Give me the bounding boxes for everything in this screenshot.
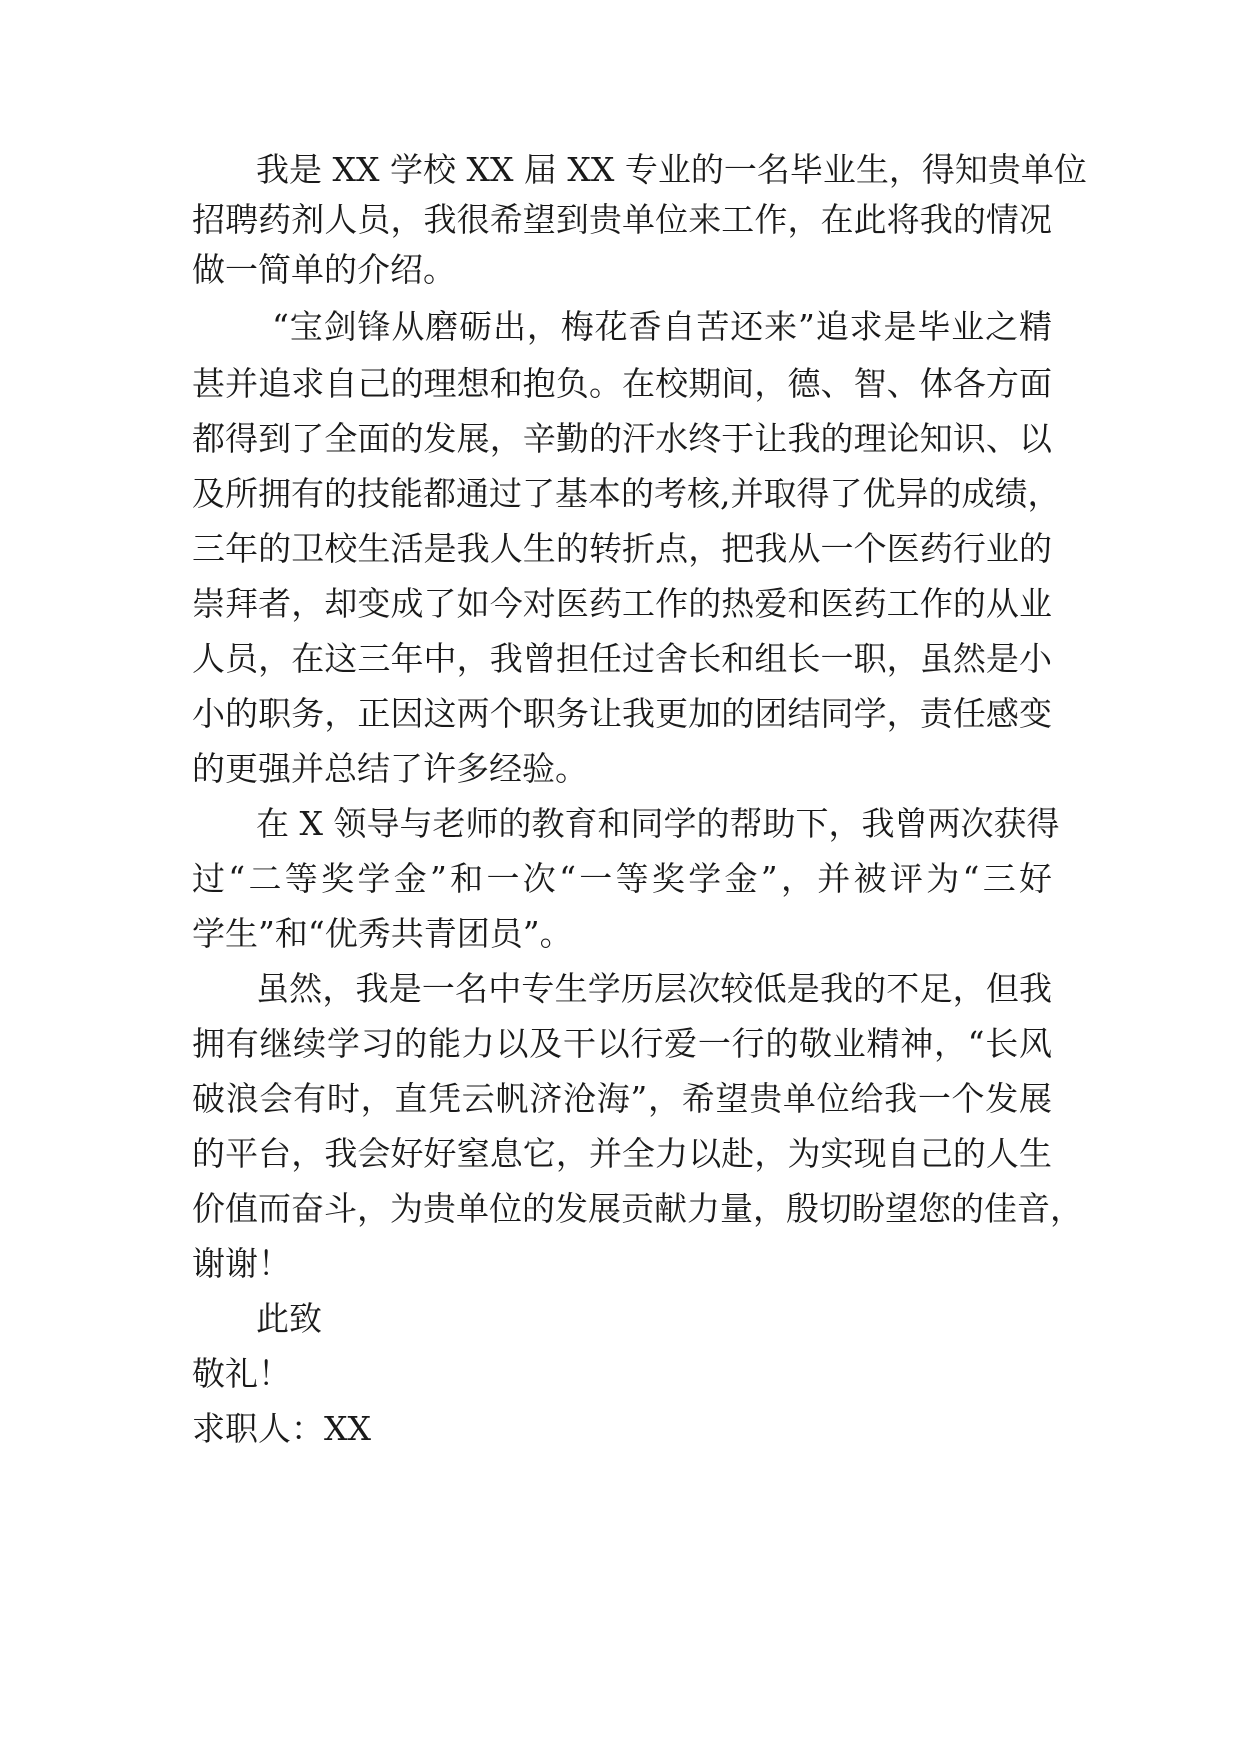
paragraph-3-line-2: 过“二等奖学金”和一次“一等奖学金”，并被评为“三好 (192, 859, 1052, 898)
paragraph-2-line-4: 及所拥有的技能都通过了基本的考核,并取得了优异的成绩， (192, 474, 1061, 513)
paragraph-4-line-3: 破浪会有时，直凭云帆济沧海”，希望贵单位给我一个发展 (192, 1079, 1052, 1118)
paragraph-1-line-1: 我是 XX 学校 XX 届 XX 专业的一名毕业生，得知贵单位 (256, 150, 1087, 189)
paragraph-2-line-6: 崇拜者，却变成了如今对医药工作的热爱和医药工作的从业 (192, 584, 1052, 623)
paragraph-4-line-1: 虽然，我是一名中专生学历层次较低是我的不足，但我 (256, 969, 1052, 1008)
paragraph-2-line-5: 三年的卫校生活是我人生的转折点，把我从一个医药行业的 (192, 529, 1052, 568)
paragraph-4-line-2: 拥有继续学习的能力以及干以行爱一行的敬业精神，“长风 (192, 1024, 1052, 1063)
paragraph-2-line-2: 甚并追求自己的理想和抱负。在校期间，德、智、体各方面 (192, 364, 1052, 403)
paragraph-4-line-5: 价值而奋斗，为贵单位的发展贡献力量，殷切盼望您的佳音， (192, 1189, 1083, 1228)
closing-phrase: 此致 (256, 1299, 322, 1338)
paragraph-2-line-1: “宝剑锋从磨砺出，梅花香自苦还来”追求是毕业之精 (272, 307, 1052, 346)
paragraph-4-line-4: 的平台，我会好好窒息它，并全力以赴，为实现自己的人生 (192, 1134, 1052, 1173)
salutation: 敬礼！ (192, 1354, 291, 1393)
paragraph-2-line-8: 小的职务，正因这两个职务让我更加的团结同学，责任感变 (192, 694, 1052, 733)
paragraph-1-line-2: 招聘药剂人员，我很希望到贵单位来工作，在此将我的情况 (192, 200, 1052, 239)
paragraph-2-line-7: 人员，在这三年中，我曾担任过舍长和组长一职，虽然是小 (192, 639, 1052, 678)
paragraph-2-line-3: 都得到了全面的发展，辛勤的汗水终于让我的理论知识、以 (192, 419, 1052, 458)
paragraph-2-line-9: 的更强并总结了许多经验。 (192, 749, 588, 788)
paragraph-1-line-3: 做一简单的介绍。 (192, 250, 456, 289)
signature: 求职人：XX (192, 1409, 371, 1448)
paragraph-3-line-1: 在 X 领导与老师的教育和同学的帮助下，我曾两次获得 (256, 804, 1060, 843)
paragraph-3-line-3: 学生”和“优秀共青团员”。 (192, 914, 573, 953)
paragraph-4-line-6: 谢谢！ (192, 1244, 291, 1283)
